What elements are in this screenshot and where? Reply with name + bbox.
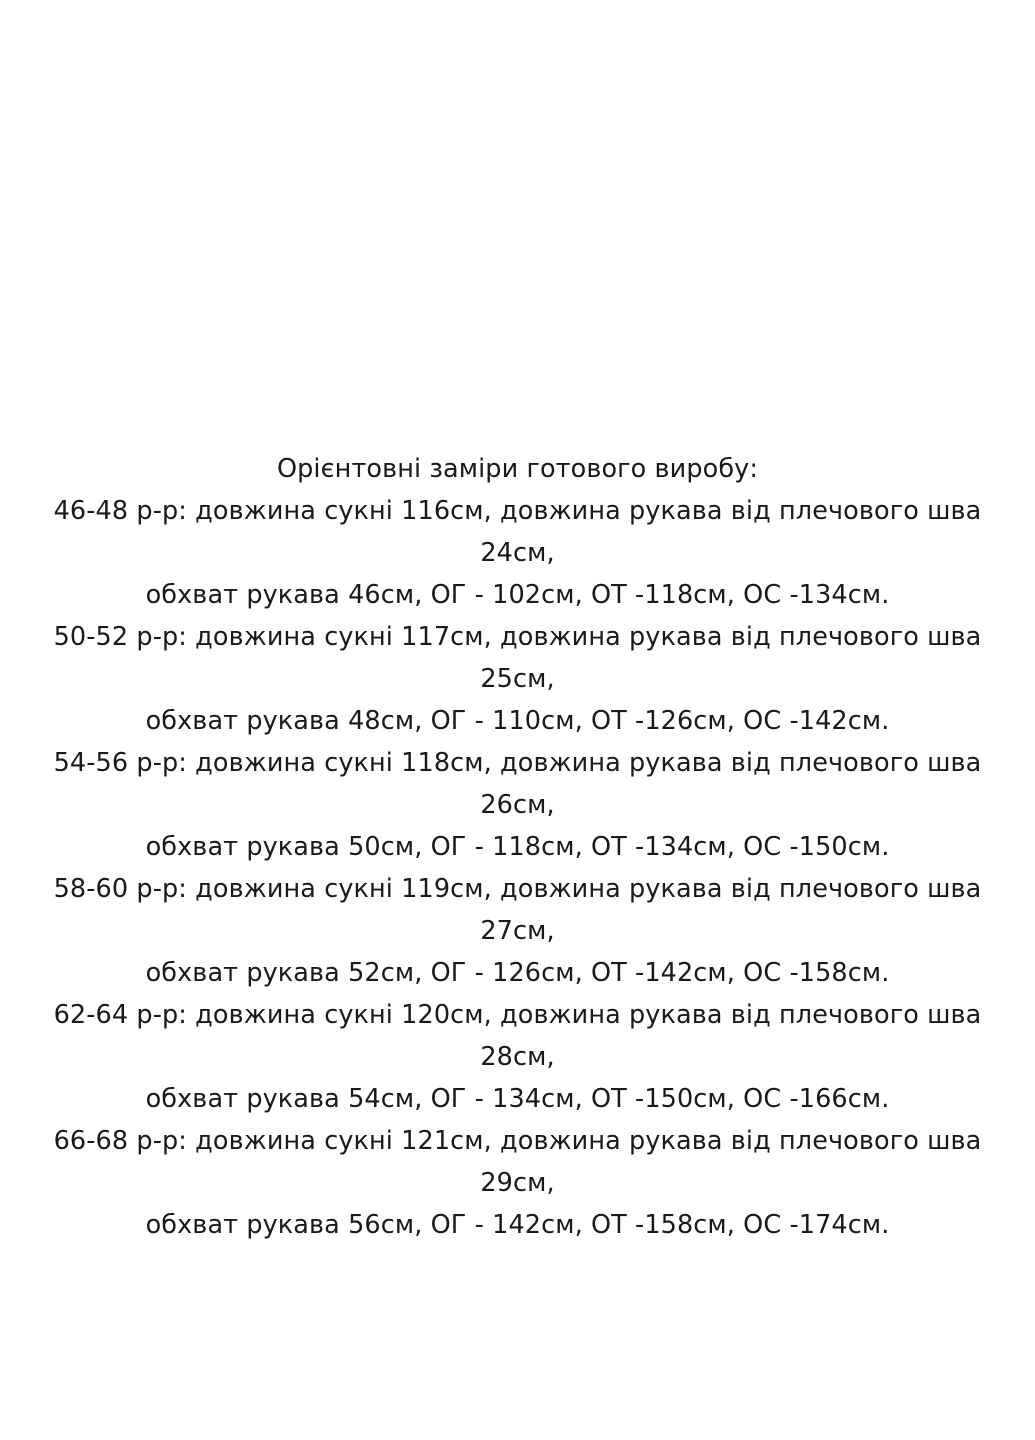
- size-entry-line-secondary: обхват рукава 56см, ОГ - 142см, ОТ -158см, ОС -174см.: [145, 1210, 890, 1240]
- size-entry-line-secondary: обхват рукава 48см, ОГ - 110см, ОТ -126см, ОС -142см.: [145, 706, 890, 736]
- size-entry-line-secondary: обхват рукава 52см, ОГ - 126см, ОТ -142см, ОС -158см.: [145, 958, 890, 988]
- size-entry-line-secondary: обхват рукава 46см, ОГ - 102см, ОТ -118см, ОС -134см.: [145, 580, 890, 610]
- size-entry-line-primary: 58-60 р-р: довжина сукні 119см, довжина рукава від плечового шва 27см,: [53, 874, 982, 946]
- size-entry-line-secondary: обхват рукава 50см, ОГ - 118см, ОТ -134см, ОС -150см.: [145, 832, 890, 862]
- size-entry-line-secondary: обхват рукава 54см, ОГ - 134см, ОТ -150см, ОС -166см.: [145, 1084, 890, 1114]
- size-entry-54-56: [20, 742, 1015, 868]
- size-entry-46-48: [20, 490, 1015, 616]
- size-entry-line-primary: 46-48 р-р: довжина сукні 116см, довжина рукава від плечового шва 24см,: [53, 496, 982, 568]
- size-entry-line-primary: 62-64 р-р: довжина сукні 120см, довжина рукава від плечового шва 28см,: [53, 1000, 982, 1072]
- top-spacer: [20, 0, 1015, 448]
- size-entry-line-primary: 54-56 р-р: довжина сукні 118см, довжина рукава від плечового шва 26см,: [53, 748, 982, 820]
- size-entry-62-64: [20, 994, 1015, 1120]
- size-entry-line-primary: 50-52 р-р: довжина сукні 117см, довжина рукава від плечового шва 25см,: [53, 622, 982, 694]
- size-entry-50-52: [20, 616, 1015, 742]
- size-entry-line-primary: 66-68 р-р: довжина сукні 121см, довжина рукава від плечового шва 29см,: [53, 1126, 982, 1198]
- size-entry-58-60: [20, 868, 1015, 994]
- size-entry-66-68: [20, 1120, 1015, 1246]
- page-title: Орієнтовні заміри готового виробу:: [276, 454, 759, 484]
